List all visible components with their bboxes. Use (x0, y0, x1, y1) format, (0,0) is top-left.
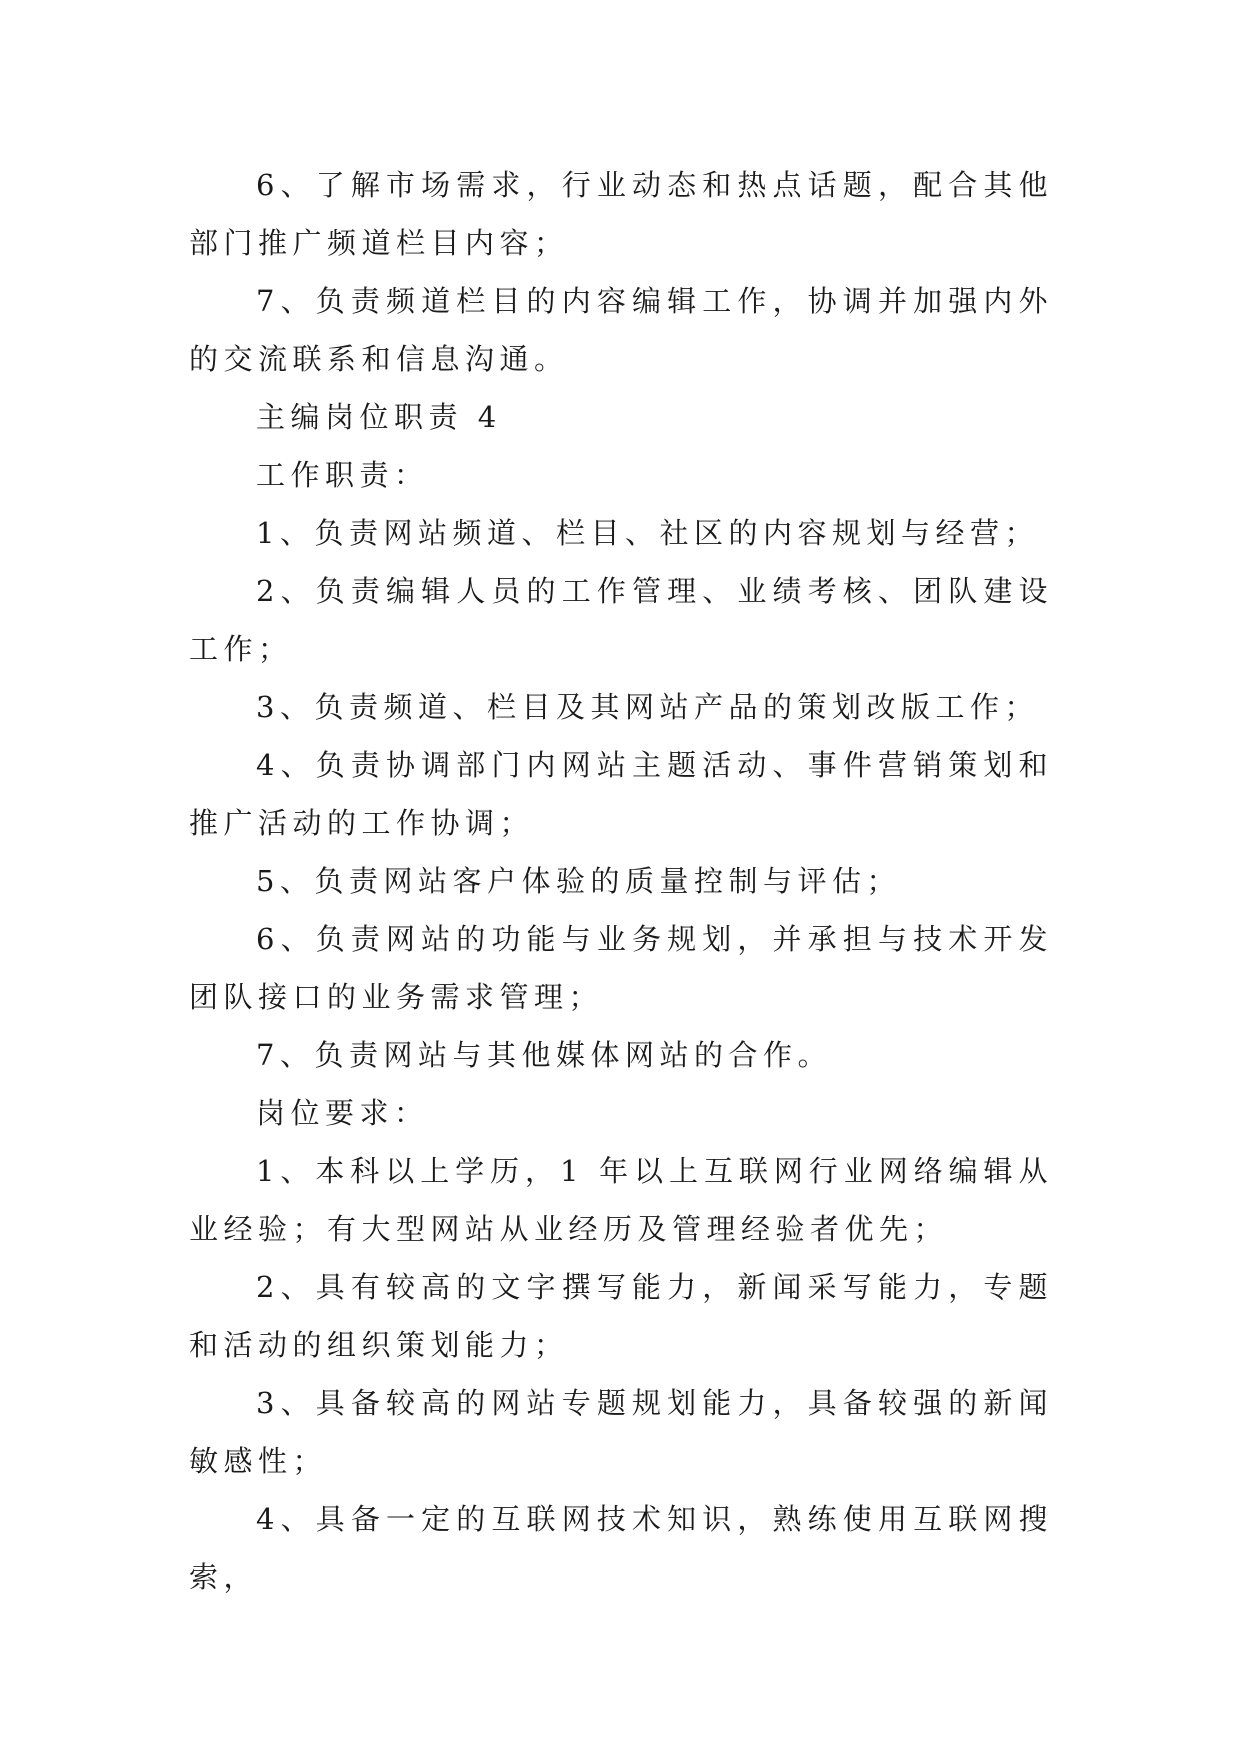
duty-item-1: 1、负责网站频道、栏目、社区的内容规划与经营； (256, 516, 1039, 550)
duty-item-4: 4、负责协调部门内网站主题活动、事件营销策划和推广活动的工作协调； (189, 748, 1053, 840)
duty-item-3: 3、负责频道、栏目及其网站产品的策划改版工作； (256, 690, 1039, 724)
duty-item-5: 5、负责网站客户体验的质量控制与评估； (256, 864, 901, 898)
duty-item-6: 6、负责网站的功能与业务规划，并承担与技术开发团队接口的业务需求管理； (189, 922, 1053, 1014)
duty-item-2: 2、负责编辑人员的工作管理、业绩考核、团队建设工作； (189, 574, 1053, 666)
paragraph-1: 6、了解市场需求，行业动态和热点话题，配合其他部门推广频道栏目内容； (189, 168, 1053, 260)
requirement-item-1: 1、本科以上学历，1 年以上互联网行业网络编辑从业经验；有大型网站从业经历及管理经验者优先； (189, 1154, 1053, 1246)
requirements-heading: 岗位要求： (256, 1096, 429, 1130)
duties-heading: 工作职责： (256, 458, 429, 492)
requirement-item-2: 2、具有较高的文字撰写能力，新闻采写能力，专题和活动的组织策划能力； (189, 1270, 1053, 1362)
document-body (189, 156, 1053, 1606)
duty-item-7: 7、负责网站与其他媒体网站的合作。 (256, 1038, 832, 1072)
requirement-item-3: 3、具备较高的网站专题规划能力，具备较强的新闻敏感性； (189, 1386, 1053, 1478)
paragraph-2: 7、负责频道栏目的内容编辑工作，协调并加强内外的交流联系和信息沟通。 (189, 284, 1053, 376)
section-title: 主编岗位职责 4 (256, 400, 502, 434)
requirement-item-4: 4、具备一定的互联网技术知识，熟练使用互联网搜索， (189, 1502, 1053, 1594)
